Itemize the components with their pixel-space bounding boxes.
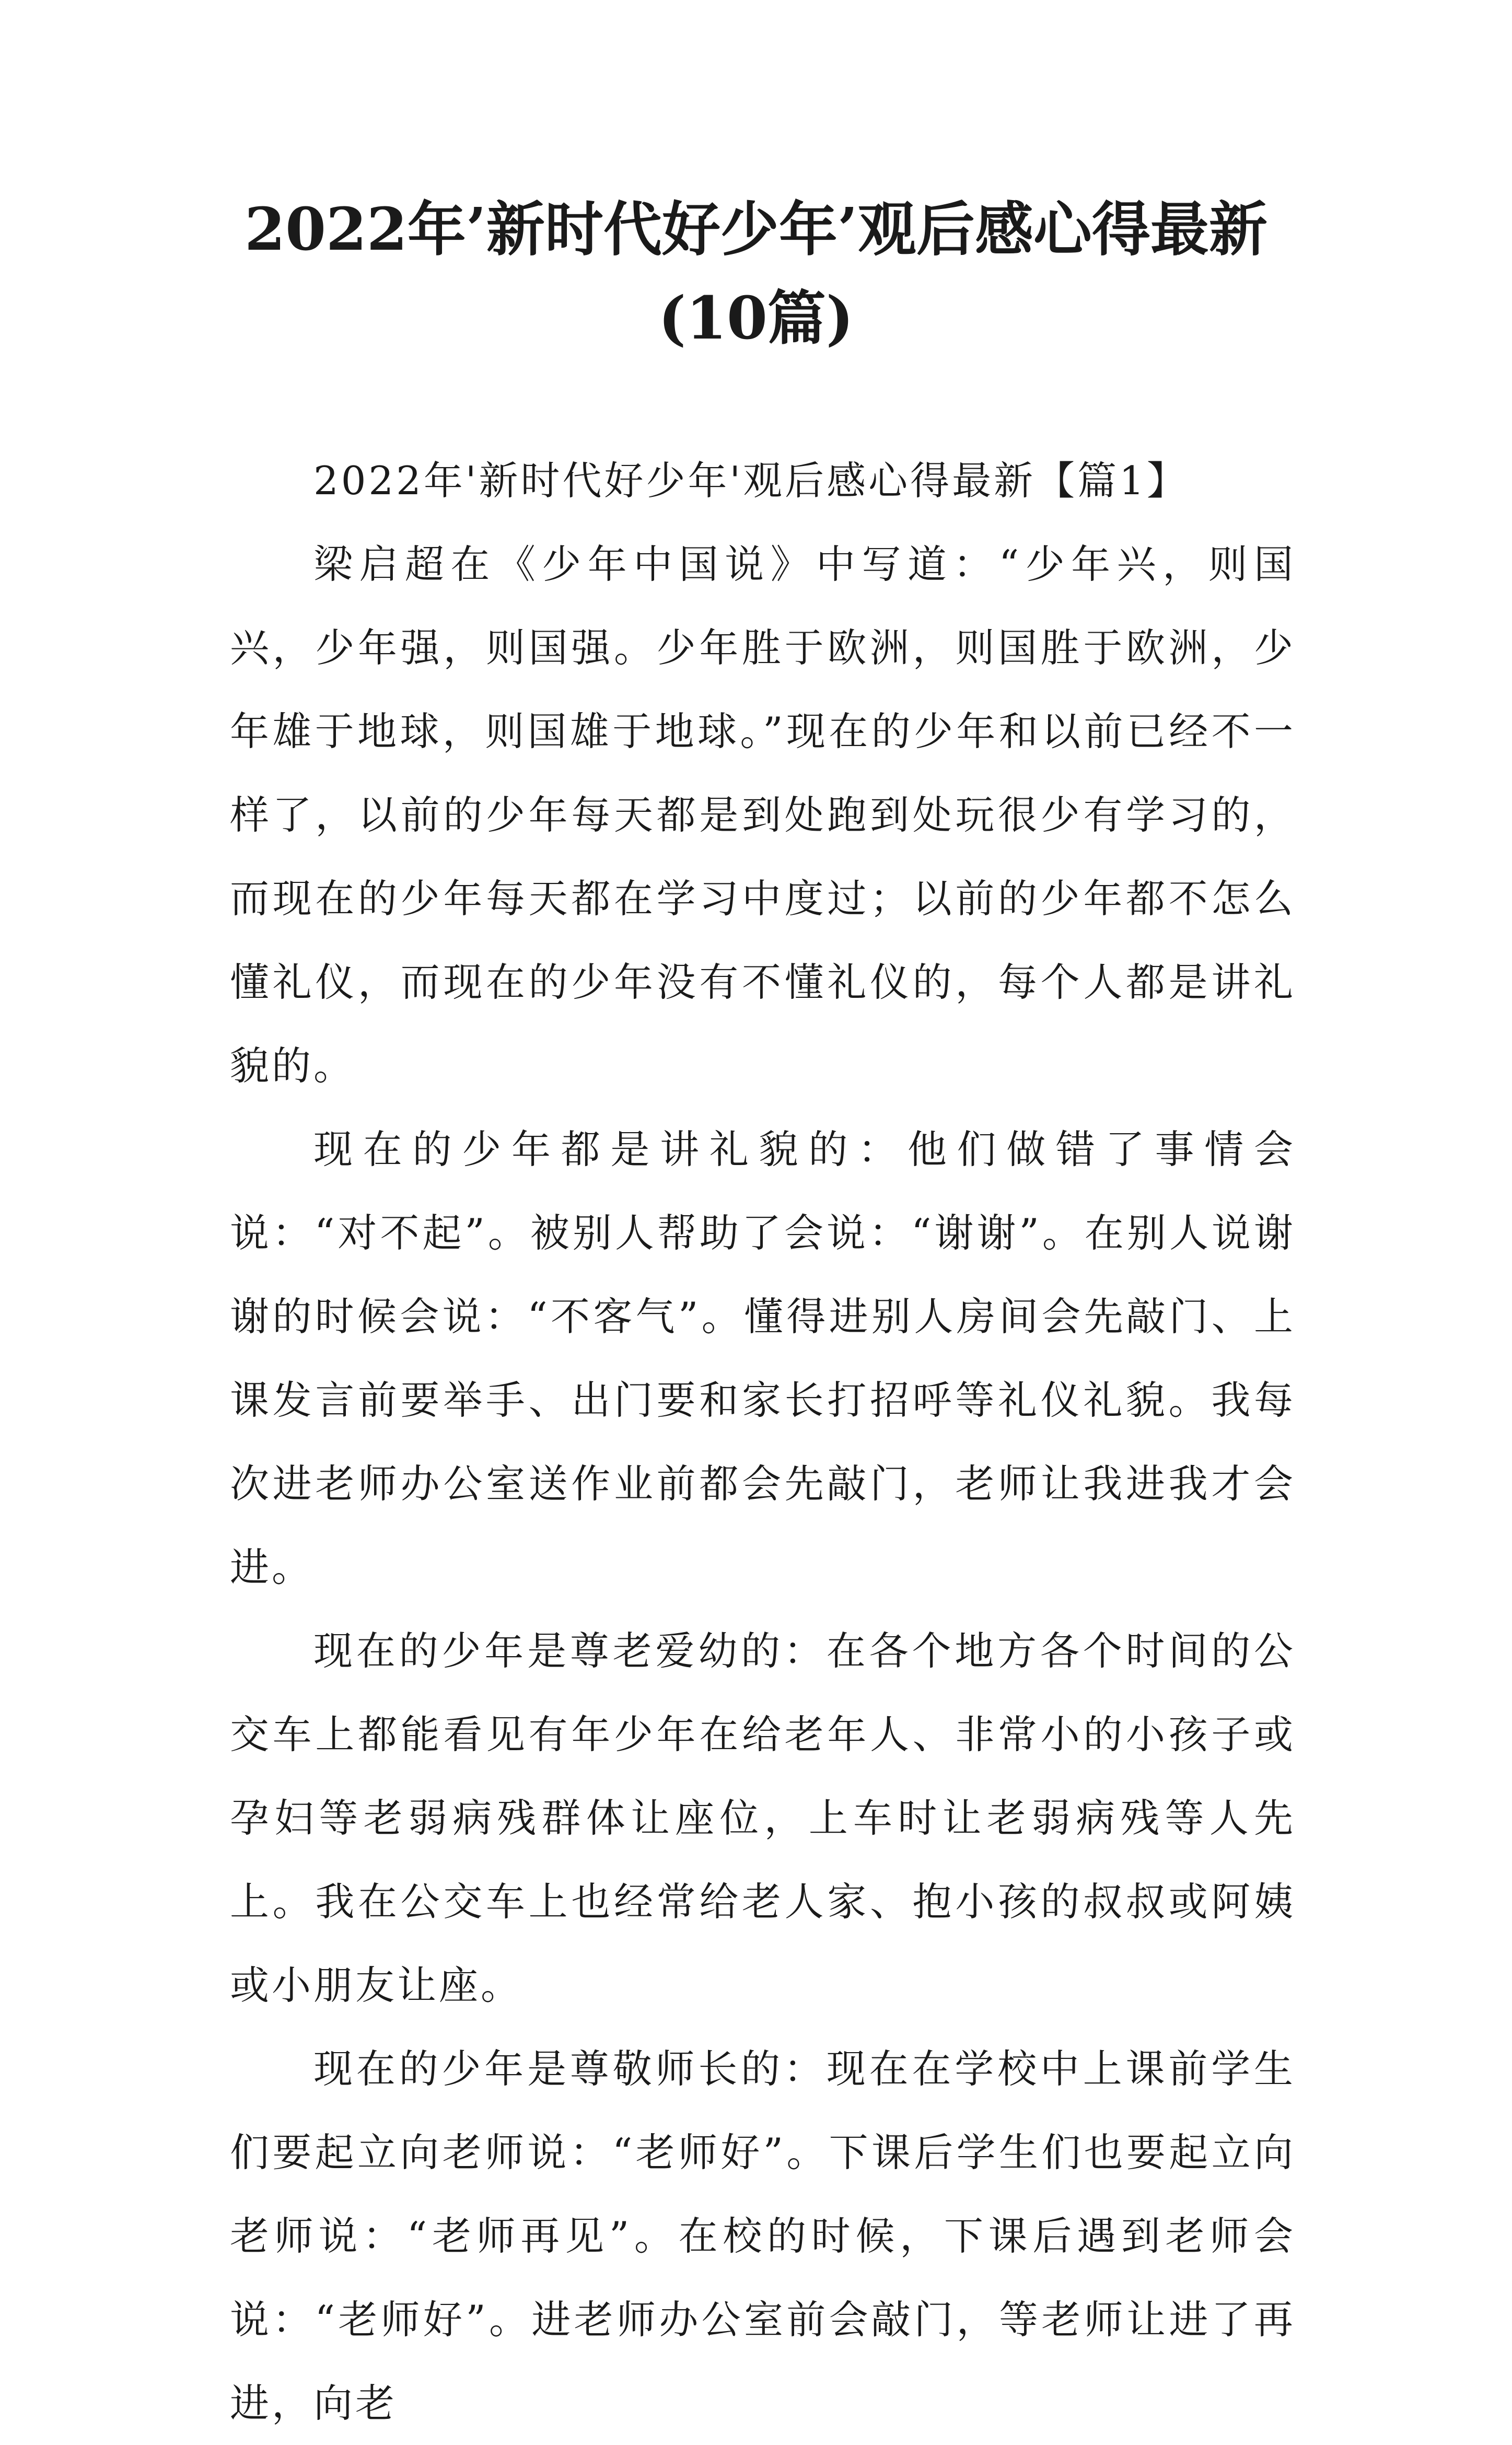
document-title: 2022年’新时代好少年’观后感心得最新(10篇) [245,195,1267,353]
paragraph: 梁启超在《少年中国说》中写道：“少年兴，则国兴，少年强，则国强。少年胜于欧洲，则国胜于欧洲，少年雄于地球，则国雄于地球。”现在的少年和以前已经不一样了，以前的少年每天都是到处跑到处玩很少有学习的，而现在的少年每天都在学习中度过；以前的少年都不怎么懂礼仪，而现在的少年没有不懂礼仪的，每个人都是讲礼貌的。 [230,541,1296,1089]
paragraph: 现在的少年是尊老爱幼的：在各个地方各个时间的公交车上都能看见有年少年在给老年人、非常小的小孩子或孕妇等老弱病残群体让座位，上车时让老弱病残等人先上。我在公交车上也经常给老人家、抱小孩的叔叔或阿姨或小朋友让座。 [230,1628,1296,2008]
section-heading: 2022年'新时代好少年'观后感心得最新【篇1】 [313,458,1189,504]
paragraph: 现在的少年都是讲礼貌的：他们做错了事情会说：“对不起”。被别人帮助了会说：“谢谢”。在别人说谢谢的时候会说：“不客气”。懂得进别人房间会先敲门、上课发言前要举手、出门要和家长打招呼等礼仪礼貌。我每次进老师办公室送作业前都会先敲门，老师让我进我才会进。 [230,1126,1296,1590]
document-body [230,439,1296,2445]
paragraph: 现在的少年是尊敬师长的：现在在学校中上课前学生们要起立向老师说：“老师好”。下课后学生们也要起立向老师说：“老师再见”。在校的时候，下课后遇到老师会说：“老师好”。进老师办公室前会敲门，等老师让进了再进，向老 [230,2046,1296,2426]
